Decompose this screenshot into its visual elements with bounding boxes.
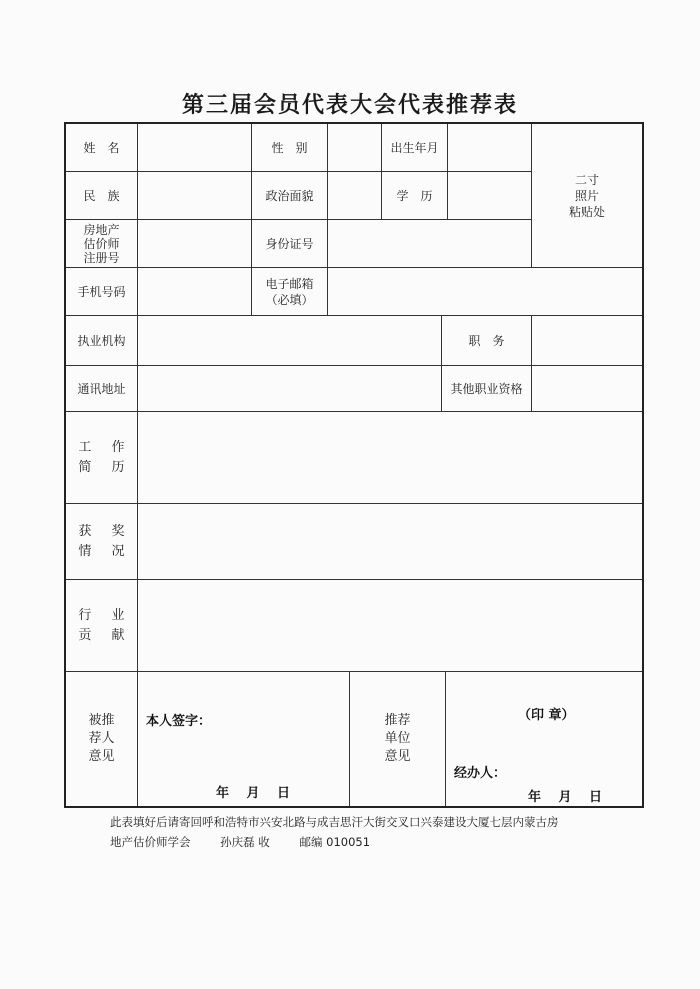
recommend-unit-field[interactable] — [446, 672, 642, 806]
handler-label: 经办人： — [454, 766, 507, 781]
education-field[interactable] — [448, 172, 532, 220]
seal-label: （印 章） — [518, 708, 575, 723]
photo-area[interactable] — [532, 124, 642, 268]
contribution-field[interactable] — [138, 580, 642, 672]
footer-recipient: 孙庆磊 收 — [220, 835, 270, 849]
work-history-field[interactable] — [138, 412, 642, 504]
awards-field[interactable] — [138, 504, 642, 580]
recommend-unit-label: 推荐 单位 意见 — [350, 672, 446, 806]
self-signature-label: 本人签字： — [146, 714, 212, 729]
ethnicity-label: 民 族 — [66, 172, 138, 220]
footer-line-2 — [110, 832, 650, 852]
political-label: 政治面貌 — [252, 172, 328, 220]
other-qualification-label: 其他职业资格 — [442, 366, 532, 412]
id-number-field[interactable] — [328, 220, 532, 268]
work-history-label: 工 作 简 历 — [66, 412, 138, 504]
position-field[interactable] — [532, 316, 642, 366]
name-field[interactable] — [138, 124, 252, 172]
birth-field[interactable] — [448, 124, 532, 172]
license-label: 房地产 估价师 注册号 — [66, 220, 138, 268]
awards-label: 获 奖 情 况 — [66, 504, 138, 580]
nominee-opinion-label: 被推 荐人 意见 — [66, 672, 138, 806]
footer-postcode: 邮编 010051 — [299, 835, 371, 849]
gender-field[interactable] — [328, 124, 382, 172]
license-field[interactable] — [138, 220, 252, 268]
mailing-instructions — [110, 812, 650, 852]
birth-label: 出生年月 — [382, 124, 448, 172]
photo-label-2: 照片 — [574, 188, 599, 203]
gender-label: 性 别 — [252, 124, 328, 172]
address-field[interactable] — [138, 366, 442, 412]
mobile-field[interactable] — [138, 268, 252, 316]
form-title: 第三届会员代表大会代表推荐表 — [181, 93, 518, 118]
name-label: 姓 名 — [66, 124, 138, 172]
other-qualification-field[interactable] — [532, 366, 642, 412]
ethnicity-field[interactable] — [138, 172, 252, 220]
mobile-label: 手机号码 — [66, 268, 138, 316]
contribution-label: 行 业 贡 献 — [66, 580, 138, 672]
footer-organization: 地产估价师学会 — [110, 835, 191, 849]
political-field[interactable] — [328, 172, 382, 220]
address-label: 通讯地址 — [66, 366, 138, 412]
position-label: 职 务 — [442, 316, 532, 366]
photo-label-1: 二寸 — [574, 172, 599, 187]
unit-date-label: 年 月 日 — [528, 790, 603, 805]
footer-line-1: 此表填好后请寄回呼和浩特市兴安北路与成吉思汗大街交叉口兴泰建设大厦七层内蒙古房 — [110, 815, 559, 829]
email-field[interactable] — [328, 268, 642, 316]
nominee-date-label: 年 月 日 — [216, 786, 291, 801]
recommendation-form-table — [64, 122, 644, 808]
photo-label-3: 粘贴处 — [568, 204, 605, 219]
education-label: 学 历 — [382, 172, 448, 220]
email-label: 电子邮箱 （必填） — [252, 268, 328, 316]
id-number-label: 身份证号 — [252, 220, 328, 268]
nominee-opinion-field[interactable] — [138, 672, 350, 806]
institution-label: 执业机构 — [66, 316, 138, 366]
institution-field[interactable] — [138, 316, 442, 366]
